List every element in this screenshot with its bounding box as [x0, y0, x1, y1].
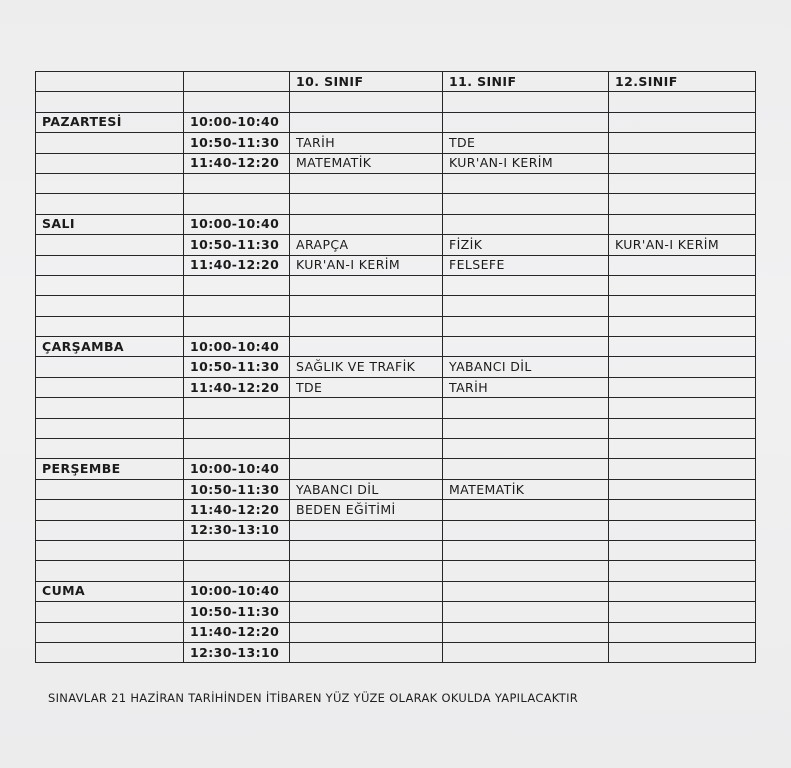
table-row	[36, 194, 756, 214]
day-cell: PAZARTESİ	[36, 112, 184, 132]
day-cell	[36, 642, 184, 662]
table-row	[36, 479, 756, 499]
day-cell	[36, 520, 184, 540]
subject-cell-grade-11: MATEMATİK	[443, 479, 609, 499]
table-row	[36, 235, 756, 255]
subject-cell-grade-12	[609, 622, 756, 642]
subject-cell-grade-10	[290, 581, 443, 601]
time-cell	[184, 540, 290, 560]
subject-cell-grade-12	[609, 398, 756, 418]
header-row	[36, 72, 756, 92]
header-cell-grade-12: 12.SINIF	[609, 72, 756, 92]
subject-cell-grade-10	[290, 459, 443, 479]
subject-cell-grade-10	[290, 622, 443, 642]
time-cell	[184, 296, 290, 316]
subject-cell-grade-12	[609, 153, 756, 173]
subject-cell-grade-10	[290, 173, 443, 193]
subject-cell-grade-12	[609, 602, 756, 622]
subject-cell-grade-11	[443, 398, 609, 418]
time-cell: 11:40-12:20	[184, 500, 290, 520]
table-row	[36, 642, 756, 662]
subject-cell-grade-11	[443, 561, 609, 581]
day-cell	[36, 439, 184, 459]
time-cell: 12:30-13:10	[184, 520, 290, 540]
subject-cell-grade-12	[609, 540, 756, 560]
subject-cell-grade-11	[443, 439, 609, 459]
table-row	[36, 112, 756, 132]
subject-cell-grade-10: YABANCI DİL	[290, 479, 443, 499]
subject-cell-grade-12	[609, 173, 756, 193]
subject-cell-grade-11	[443, 214, 609, 234]
subject-cell-grade-12	[609, 479, 756, 499]
time-cell	[184, 275, 290, 295]
subject-cell-grade-12: KUR'AN-I KERİM	[609, 235, 756, 255]
subject-cell-grade-11: KUR'AN-I KERİM	[443, 153, 609, 173]
time-cell: 10:50-11:30	[184, 479, 290, 499]
table-row	[36, 622, 756, 642]
header-cell-grade-11: 11. SINIF	[443, 72, 609, 92]
subject-cell-grade-10	[290, 540, 443, 560]
time-cell: 10:00-10:40	[184, 112, 290, 132]
day-cell	[36, 540, 184, 560]
subject-cell-grade-12	[609, 418, 756, 438]
subject-cell-grade-12	[609, 520, 756, 540]
table-row	[36, 173, 756, 193]
time-cell: 11:40-12:20	[184, 377, 290, 397]
table-row	[36, 439, 756, 459]
table-row	[36, 214, 756, 234]
time-cell: 11:40-12:20	[184, 153, 290, 173]
day-cell	[36, 418, 184, 438]
subject-cell-grade-12	[609, 642, 756, 662]
day-cell	[36, 479, 184, 499]
subject-cell-grade-11	[443, 275, 609, 295]
table-row	[36, 418, 756, 438]
subject-cell-grade-12	[609, 316, 756, 336]
time-cell	[184, 439, 290, 459]
subject-cell-grade-11	[443, 500, 609, 520]
subject-cell-grade-12	[609, 500, 756, 520]
table-row	[36, 581, 756, 601]
time-cell: 12:30-13:10	[184, 642, 290, 662]
time-cell: 10:00-10:40	[184, 459, 290, 479]
subject-cell-grade-11: FİZİK	[443, 235, 609, 255]
day-cell	[36, 398, 184, 418]
subject-cell-grade-10	[290, 642, 443, 662]
time-cell: 10:00-10:40	[184, 214, 290, 234]
footer-note: SINAVLAR 21 HAZİRAN TARİHİNDEN İTİBAREN YÜZ YÜZE OLARAK OKULDA YAPILACAKTIR	[48, 691, 579, 705]
day-cell: SALI	[36, 214, 184, 234]
subject-cell-grade-11	[443, 173, 609, 193]
subject-cell-grade-11	[443, 337, 609, 357]
subject-cell-grade-10: MATEMATİK	[290, 153, 443, 173]
day-cell	[36, 296, 184, 316]
table-row	[36, 500, 756, 520]
time-cell	[184, 316, 290, 336]
subject-cell-grade-12	[609, 377, 756, 397]
time-cell	[184, 194, 290, 214]
table-row	[36, 459, 756, 479]
subject-cell-grade-11	[443, 92, 609, 112]
time-cell: 10:00-10:40	[184, 337, 290, 357]
table-row	[36, 377, 756, 397]
time-cell: 10:00-10:40	[184, 581, 290, 601]
subject-cell-grade-10	[290, 214, 443, 234]
table-row	[36, 316, 756, 336]
subject-cell-grade-11: FELSEFE	[443, 255, 609, 275]
subject-cell-grade-12	[609, 255, 756, 275]
subject-cell-grade-12	[609, 214, 756, 234]
day-cell	[36, 357, 184, 377]
table-row	[36, 398, 756, 418]
subject-cell-grade-11	[443, 316, 609, 336]
exam-schedule-table	[35, 71, 756, 663]
subject-cell-grade-10	[290, 520, 443, 540]
day-cell	[36, 153, 184, 173]
time-cell	[184, 173, 290, 193]
subject-cell-grade-11	[443, 194, 609, 214]
subject-cell-grade-11	[443, 296, 609, 316]
day-cell	[36, 194, 184, 214]
day-cell	[36, 133, 184, 153]
table-row	[36, 561, 756, 581]
subject-cell-grade-12	[609, 581, 756, 601]
time-cell	[184, 418, 290, 438]
time-cell: 10:50-11:30	[184, 235, 290, 255]
subject-cell-grade-11	[443, 112, 609, 132]
day-cell	[36, 173, 184, 193]
table-row	[36, 153, 756, 173]
day-cell	[36, 377, 184, 397]
subject-cell-grade-12	[609, 357, 756, 377]
subject-cell-grade-10	[290, 275, 443, 295]
day-cell	[36, 275, 184, 295]
subject-cell-grade-10: BEDEN EĞİTİMİ	[290, 500, 443, 520]
table-row	[36, 133, 756, 153]
subject-cell-grade-10: KUR'AN-I KERİM	[290, 255, 443, 275]
subject-cell-grade-11: TARİH	[443, 377, 609, 397]
subject-cell-grade-10: TARİH	[290, 133, 443, 153]
subject-cell-grade-12	[609, 133, 756, 153]
subject-cell-grade-12	[609, 337, 756, 357]
time-cell: 11:40-12:20	[184, 622, 290, 642]
subject-cell-grade-10	[290, 602, 443, 622]
day-cell	[36, 255, 184, 275]
table-row	[36, 337, 756, 357]
table-row	[36, 602, 756, 622]
subject-cell-grade-10: ARAPÇA	[290, 235, 443, 255]
time-cell: 10:50-11:30	[184, 602, 290, 622]
time-cell: 10:50-11:30	[184, 357, 290, 377]
subject-cell-grade-10	[290, 418, 443, 438]
subject-cell-grade-10	[290, 316, 443, 336]
header-cell-time	[184, 72, 290, 92]
subject-cell-grade-10	[290, 92, 443, 112]
subject-cell-grade-11	[443, 642, 609, 662]
subject-cell-grade-11	[443, 459, 609, 479]
subject-cell-grade-10: SAĞLIK VE TRAFİK	[290, 357, 443, 377]
day-cell	[36, 92, 184, 112]
table-row	[36, 357, 756, 377]
subject-cell-grade-10	[290, 398, 443, 418]
subject-cell-grade-12	[609, 561, 756, 581]
day-cell	[36, 602, 184, 622]
day-cell	[36, 316, 184, 336]
subject-cell-grade-11	[443, 622, 609, 642]
subject-cell-grade-10	[290, 112, 443, 132]
subject-cell-grade-11	[443, 520, 609, 540]
subject-cell-grade-12	[609, 194, 756, 214]
day-cell	[36, 500, 184, 520]
subject-cell-grade-12	[609, 275, 756, 295]
time-cell: 10:50-11:30	[184, 133, 290, 153]
day-cell	[36, 235, 184, 255]
time-cell	[184, 92, 290, 112]
subject-cell-grade-11	[443, 418, 609, 438]
subject-cell-grade-11	[443, 581, 609, 601]
subject-cell-grade-10	[290, 561, 443, 581]
subject-cell-grade-10	[290, 439, 443, 459]
day-cell	[36, 561, 184, 581]
table-row	[36, 255, 756, 275]
header-cell-day	[36, 72, 184, 92]
subject-cell-grade-11	[443, 602, 609, 622]
subject-cell-grade-10: TDE	[290, 377, 443, 397]
subject-cell-grade-11: YABANCI DİL	[443, 357, 609, 377]
subject-cell-grade-12	[609, 112, 756, 132]
table-row	[36, 520, 756, 540]
subject-cell-grade-10	[290, 194, 443, 214]
subject-cell-grade-10	[290, 337, 443, 357]
day-cell: CUMA	[36, 581, 184, 601]
day-cell	[36, 622, 184, 642]
subject-cell-grade-11: TDE	[443, 133, 609, 153]
table-row	[36, 92, 756, 112]
subject-cell-grade-11	[443, 540, 609, 560]
subject-cell-grade-12	[609, 296, 756, 316]
table-row	[36, 275, 756, 295]
table-row	[36, 540, 756, 560]
subject-cell-grade-12	[609, 92, 756, 112]
subject-cell-grade-12	[609, 459, 756, 479]
day-cell: ÇARŞAMBA	[36, 337, 184, 357]
subject-cell-grade-12	[609, 439, 756, 459]
time-cell	[184, 561, 290, 581]
header-cell-grade-10: 10. SINIF	[290, 72, 443, 92]
time-cell	[184, 398, 290, 418]
time-cell: 11:40-12:20	[184, 255, 290, 275]
subject-cell-grade-10	[290, 296, 443, 316]
table-row	[36, 296, 756, 316]
day-cell: PERŞEMBE	[36, 459, 184, 479]
